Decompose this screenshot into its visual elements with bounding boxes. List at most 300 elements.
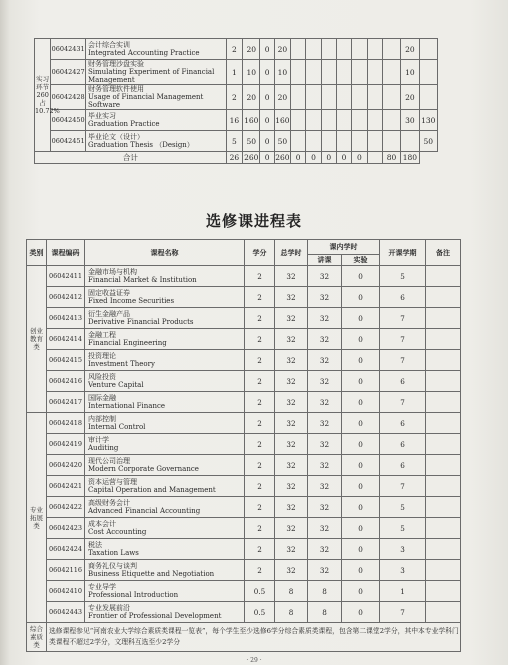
course-code: 06042418 — [47, 413, 85, 434]
header-credit: 学分 — [245, 240, 275, 266]
hours-cell: 32 — [275, 308, 308, 329]
lecture-cell: 32 — [308, 392, 342, 413]
course-code: 06042443 — [47, 602, 85, 623]
hours-cell: 32 — [275, 455, 308, 476]
semester-cell: 6 — [380, 455, 426, 476]
empty-cell — [321, 39, 336, 60]
course-name-cell — [85, 476, 245, 497]
header-remark: 备注 — [426, 240, 461, 266]
course-name-en: Graduation Thesis （Design） — [88, 141, 194, 149]
course-name-cell — [85, 392, 245, 413]
remark-cell — [426, 371, 461, 392]
lab-cell: 0 — [342, 266, 380, 287]
lecture-cell: 32 — [308, 350, 342, 371]
total-cell: 0 — [291, 152, 306, 164]
semester-cell: 5 — [380, 266, 426, 287]
course-name-en: Usage of Financial Management Software — [88, 93, 204, 109]
total-cell: 0 — [352, 152, 367, 164]
course-name-cell — [85, 455, 245, 476]
course-name-en: Cost Accounting — [88, 528, 147, 536]
total-row — [35, 152, 438, 164]
semester-cell: 5 — [380, 497, 426, 518]
course-name-en: Internal Control — [88, 423, 146, 431]
total-cell: 0 — [336, 152, 351, 164]
course-code: 06042411 — [47, 266, 85, 287]
course-name-en: Graduation Practice — [88, 120, 160, 128]
course-name-en: Capital Operation and Management — [88, 486, 216, 494]
category-cell: 综合素质类 — [27, 623, 47, 652]
table-row — [35, 85, 438, 110]
remark-cell — [426, 308, 461, 329]
course-code: 06042116 — [47, 560, 85, 581]
course-code: 06042415 — [47, 350, 85, 371]
credit-cell: 2 — [245, 434, 275, 455]
table-row — [27, 560, 461, 581]
table-row — [35, 131, 438, 152]
course-code: 06042417 — [47, 392, 85, 413]
empty-cell — [336, 39, 351, 60]
remark-cell — [426, 581, 461, 602]
table-row — [27, 581, 461, 602]
lab-cell: 0 — [342, 518, 380, 539]
empty-cell — [306, 110, 321, 131]
empty-cell — [367, 152, 382, 164]
empty-cell — [336, 85, 351, 110]
hours-cell: 32 — [275, 476, 308, 497]
semester-hours-cell — [419, 85, 437, 110]
course-name-en: International Finance — [88, 402, 166, 410]
credit-cell: 2 — [245, 497, 275, 518]
value-cell: 0 — [260, 60, 274, 85]
table-row — [27, 308, 461, 329]
lecture-cell: 32 — [308, 413, 342, 434]
header-lecture: 讲课 — [308, 255, 342, 266]
course-name-cell — [86, 85, 227, 110]
value-cell: 1 — [226, 60, 242, 85]
hours-cell: 32 — [275, 539, 308, 560]
semester-cell: 7 — [380, 476, 426, 497]
note-row — [27, 623, 461, 652]
hours-cell: 32 — [275, 497, 308, 518]
total-cell: 0 — [306, 152, 321, 164]
course-name-en: Financial Market & Institution — [88, 276, 197, 284]
semester-cell: 7 — [380, 602, 426, 623]
credit-cell: 2 — [245, 266, 275, 287]
course-name-cell — [86, 131, 227, 152]
lab-cell: 0 — [342, 371, 380, 392]
semester-cell: 7 — [380, 392, 426, 413]
hours-cell: 32 — [275, 287, 308, 308]
course-name-en: Taxation Laws — [88, 549, 139, 557]
semester-hours-cell: 20 — [401, 39, 419, 60]
course-code: 06042413 — [47, 308, 85, 329]
course-name-cell — [85, 434, 245, 455]
table-row — [27, 371, 461, 392]
course-name-cn: 国际金融 — [88, 394, 116, 402]
course-name-cn: 金融市场与机构 — [88, 268, 137, 276]
empty-cell — [367, 39, 382, 60]
header-category: 类别 — [27, 240, 47, 266]
lecture-cell: 32 — [308, 539, 342, 560]
course-name-cn: 专业发展前沿 — [88, 604, 130, 612]
credit-cell: 2 — [245, 476, 275, 497]
course-name-en: Venture Capital — [88, 381, 144, 389]
empty-cell — [291, 110, 306, 131]
lecture-cell: 8 — [308, 581, 342, 602]
semester-hours-cell: 10 — [401, 60, 419, 85]
value-cell: 2 — [226, 85, 242, 110]
empty-cell — [321, 110, 336, 131]
lecture-cell: 32 — [308, 560, 342, 581]
course-name-cn: 成本会计 — [88, 520, 116, 528]
course-name-cn: 现代公司治理 — [88, 457, 130, 465]
semester-hours-cell: 130 — [419, 110, 437, 131]
lab-cell: 0 — [342, 581, 380, 602]
course-name-cell — [85, 329, 245, 350]
semester-hours-cell: 20 — [401, 85, 419, 110]
course-code: 06042423 — [47, 518, 85, 539]
semester-hours-cell — [382, 39, 400, 60]
credit-cell: 2 — [245, 518, 275, 539]
remark-cell — [426, 434, 461, 455]
lab-cell: 0 — [342, 560, 380, 581]
lab-cell: 0 — [342, 308, 380, 329]
value-cell: 20 — [243, 39, 260, 60]
course-name-en: Auditing — [88, 444, 119, 452]
value-cell: 2 — [226, 39, 242, 60]
course-name-cell — [86, 39, 227, 60]
credit-cell: 2 — [245, 560, 275, 581]
value-cell: 0 — [260, 85, 274, 110]
semester-cell: 3 — [380, 560, 426, 581]
table-row — [27, 602, 461, 623]
course-name-cell — [85, 266, 245, 287]
semester-cell: 7 — [380, 308, 426, 329]
course-name-en: Frontier of Professional Development — [88, 612, 222, 620]
total-cell: 80 — [382, 152, 400, 164]
value-cell: 10 — [274, 60, 290, 85]
credit-cell: 0.5 — [245, 581, 275, 602]
course-name-cell — [85, 371, 245, 392]
course-code: 06042451 — [51, 131, 86, 152]
empty-cell — [321, 60, 336, 85]
semester-hours-cell: 50 — [419, 131, 437, 152]
table-row — [27, 455, 461, 476]
course-code: 06042420 — [47, 455, 85, 476]
table-row — [27, 539, 461, 560]
empty-cell — [306, 39, 321, 60]
remark-cell — [426, 413, 461, 434]
hours-cell: 32 — [275, 560, 308, 581]
course-code: 06042424 — [47, 539, 85, 560]
course-name-cn: 专业导学 — [88, 583, 116, 591]
semester-hours-cell — [382, 85, 400, 110]
empty-cell — [291, 39, 306, 60]
lecture-cell: 32 — [308, 497, 342, 518]
course-name-cell — [86, 60, 227, 85]
empty-cell — [367, 131, 382, 152]
value-cell: 5 — [226, 131, 242, 152]
value-cell: 16 — [226, 110, 242, 131]
course-name-cn: 税法 — [88, 541, 102, 549]
course-name-cell — [85, 602, 245, 623]
hours-cell: 32 — [275, 413, 308, 434]
course-name-cn: 固定收益证券 — [88, 289, 130, 297]
empty-cell — [291, 60, 306, 85]
lecture-cell: 32 — [308, 518, 342, 539]
value-cell: 0 — [260, 39, 274, 60]
remark-cell — [426, 476, 461, 497]
empty-cell — [352, 110, 367, 131]
lecture-cell: 32 — [308, 476, 342, 497]
note-cell: 选修课程参见“河南农业大学综合素质类课程一览表”，每个学生至少选修6学分综合素质类课程，包含第二课堂2学分，其中本专业学科门类课程不超过2学分，文理科互选至少2学分 — [47, 623, 461, 652]
empty-cell — [321, 131, 336, 152]
empty-cell — [367, 60, 382, 85]
lecture-cell: 32 — [308, 434, 342, 455]
semester-cell: 6 — [380, 413, 426, 434]
empty-cell — [306, 85, 321, 110]
course-name-cn: 高级财务会计 — [88, 499, 130, 507]
semester-cell: 6 — [380, 287, 426, 308]
empty-cell — [352, 85, 367, 110]
empty-cell — [336, 110, 351, 131]
course-name-cn: 毕业论文（设计） — [88, 133, 144, 141]
table-row — [27, 266, 461, 287]
course-code: 06042422 — [47, 497, 85, 518]
credit-cell: 0.5 — [245, 602, 275, 623]
empty-cell — [321, 85, 336, 110]
hours-cell: 32 — [275, 434, 308, 455]
remark-cell — [426, 497, 461, 518]
course-name-cn: 会计综合实训 — [88, 41, 130, 49]
table-row — [27, 434, 461, 455]
remark-cell — [426, 602, 461, 623]
course-code: 06042427 — [51, 60, 86, 85]
hours-cell: 32 — [275, 266, 308, 287]
internship-table — [34, 38, 438, 164]
semester-cell: 6 — [380, 434, 426, 455]
credit-cell: 2 — [245, 392, 275, 413]
lecture-cell: 32 — [308, 266, 342, 287]
value-cell: 10 — [243, 60, 260, 85]
course-name-cell — [85, 539, 245, 560]
course-name-cell — [85, 350, 245, 371]
header-semester: 开课学期 — [380, 240, 426, 266]
course-name-cn: 衍生金融产品 — [88, 310, 130, 318]
course-name-en: Derivative Financial Products — [88, 318, 194, 326]
course-name-en: Integrated Accounting Practice — [88, 49, 200, 57]
empty-cell — [336, 131, 351, 152]
course-name-en: Fixed Income Securities — [88, 297, 175, 305]
value-cell: 0 — [260, 110, 274, 131]
total-cell: 26 — [226, 152, 242, 164]
empty-cell — [306, 131, 321, 152]
lab-cell: 0 — [342, 602, 380, 623]
empty-cell — [367, 110, 382, 131]
header-hours: 总学时 — [275, 240, 308, 266]
table-row — [35, 110, 438, 131]
semester-cell: 7 — [380, 350, 426, 371]
elective-table — [26, 239, 461, 652]
semester-cell: 5 — [380, 518, 426, 539]
course-code: 06042416 — [47, 371, 85, 392]
course-name-cell — [85, 308, 245, 329]
course-code: 06042412 — [47, 287, 85, 308]
table-row — [35, 39, 438, 60]
lecture-cell: 32 — [308, 308, 342, 329]
table-row — [27, 329, 461, 350]
credit-cell: 2 — [245, 371, 275, 392]
course-name-cell — [86, 110, 227, 131]
credit-cell: 2 — [245, 329, 275, 350]
course-name-cn: 商务礼仪与谈判 — [88, 562, 137, 570]
credit-cell: 2 — [245, 413, 275, 434]
value-cell: 50 — [243, 131, 260, 152]
course-name-en: Professional Introduction — [88, 591, 179, 599]
course-name-cell — [85, 518, 245, 539]
course-code: 06042421 — [47, 476, 85, 497]
lab-cell: 0 — [342, 539, 380, 560]
table-row — [27, 518, 461, 539]
semester-hours-cell — [419, 39, 437, 60]
total-label: 合计 — [35, 152, 227, 164]
semester-hours-cell — [419, 60, 437, 85]
course-name-cell — [85, 413, 245, 434]
header-code: 课程编码 — [47, 240, 85, 266]
semester-hours-cell — [382, 60, 400, 85]
course-name-en: Investment Theory — [88, 360, 155, 368]
lab-cell: 0 — [342, 287, 380, 308]
course-code: 06042410 — [47, 581, 85, 602]
remark-cell — [426, 518, 461, 539]
hours-cell: 8 — [275, 581, 308, 602]
semester-hours-cell — [401, 131, 419, 152]
remark-cell — [426, 392, 461, 413]
course-code: 06042431 — [51, 39, 86, 60]
total-cell: 180 — [401, 152, 419, 164]
lab-cell: 0 — [342, 476, 380, 497]
lecture-cell: 32 — [308, 455, 342, 476]
category-cell: 专业拓展类 — [27, 413, 47, 623]
semester-hours-cell: 30 — [401, 110, 419, 131]
remark-cell — [426, 539, 461, 560]
remark-cell — [426, 329, 461, 350]
empty-cell — [306, 60, 321, 85]
hours-cell: 32 — [275, 371, 308, 392]
credit-cell: 2 — [245, 455, 275, 476]
category-cell: 创业教育类 — [27, 266, 47, 413]
lecture-cell: 8 — [308, 602, 342, 623]
course-code: 06042414 — [47, 329, 85, 350]
table-row — [27, 350, 461, 371]
course-name-en: Modern Corporate Governance — [88, 465, 199, 473]
lab-cell: 0 — [342, 434, 380, 455]
course-name-cn: 投资理论 — [88, 352, 116, 360]
course-name-cell — [85, 287, 245, 308]
remark-cell — [426, 560, 461, 581]
remark-cell — [426, 455, 461, 476]
course-name-en: Simulating Experiment of Financial Management — [88, 68, 215, 84]
hours-cell: 8 — [275, 602, 308, 623]
credit-cell: 2 — [245, 539, 275, 560]
value-cell: 0 — [260, 131, 274, 152]
table-row — [27, 287, 461, 308]
semester-cell: 7 — [380, 329, 426, 350]
course-name-cn: 内部控制 — [88, 415, 116, 423]
table-row — [27, 413, 461, 434]
value-cell: 20 — [274, 85, 290, 110]
header-lab: 实验 — [342, 255, 380, 266]
value-cell: 50 — [274, 131, 290, 152]
semester-hours-cell — [382, 110, 400, 131]
total-cell: 260 — [275, 153, 290, 162]
course-name-en: Financial Engineering — [88, 339, 167, 347]
credit-cell: 2 — [245, 350, 275, 371]
course-code: 06042419 — [47, 434, 85, 455]
remark-cell — [426, 266, 461, 287]
value-cell: 20 — [243, 85, 260, 110]
empty-cell — [336, 60, 351, 85]
empty-cell — [352, 39, 367, 60]
course-name-cell — [85, 560, 245, 581]
course-name-cn: 财务管理沙盘实验 — [88, 60, 144, 68]
course-name-cell — [85, 497, 245, 518]
value-cell: 20 — [274, 39, 290, 60]
lecture-cell: 32 — [308, 371, 342, 392]
page-title: 选修课进程表 — [205, 212, 302, 230]
hours-cell: 32 — [275, 329, 308, 350]
value-cell: 160 — [243, 110, 260, 131]
header-name: 课程名称 — [85, 240, 245, 266]
semester-cell: 1 — [380, 581, 426, 602]
lab-cell: 0 — [342, 455, 380, 476]
page-number: · 29 · — [246, 657, 262, 664]
course-name-cell — [85, 581, 245, 602]
hours-cell: 32 — [275, 518, 308, 539]
category-cell: 实习环节 260 占 10.72% — [35, 39, 51, 152]
lecture-cell: 32 — [308, 329, 342, 350]
semester-cell: 6 — [380, 371, 426, 392]
remark-cell — [426, 350, 461, 371]
course-code: 06042428 — [51, 85, 86, 110]
course-name-cn: 毕业实习 — [88, 112, 116, 120]
course-name-cn: 金融工程 — [88, 331, 116, 339]
empty-cell — [352, 60, 367, 85]
course-name-cn: 资本运营与管理 — [88, 478, 137, 486]
credit-cell: 2 — [245, 308, 275, 329]
hours-cell: 32 — [275, 392, 308, 413]
lab-cell: 0 — [342, 329, 380, 350]
total-cell: 0 — [260, 152, 274, 164]
semester-hours-cell — [382, 131, 400, 152]
semester-cell: 3 — [380, 539, 426, 560]
course-name-en: Business Etiquette and Negotiation — [88, 570, 215, 578]
total-cell: 0 — [321, 152, 336, 164]
table-row — [27, 497, 461, 518]
table-row — [27, 392, 461, 413]
remark-cell — [426, 287, 461, 308]
course-name-cn: 财务管理软件使用 — [88, 85, 144, 93]
lab-cell: 0 — [342, 350, 380, 371]
table-row — [35, 60, 438, 85]
header-in-class: 课内学时 — [308, 240, 380, 255]
hours-cell: 32 — [275, 350, 308, 371]
lab-cell: 0 — [342, 413, 380, 434]
total-cell: 260 — [244, 153, 259, 162]
lab-cell: 0 — [342, 497, 380, 518]
lecture-cell: 32 — [308, 287, 342, 308]
lab-cell: 0 — [342, 392, 380, 413]
